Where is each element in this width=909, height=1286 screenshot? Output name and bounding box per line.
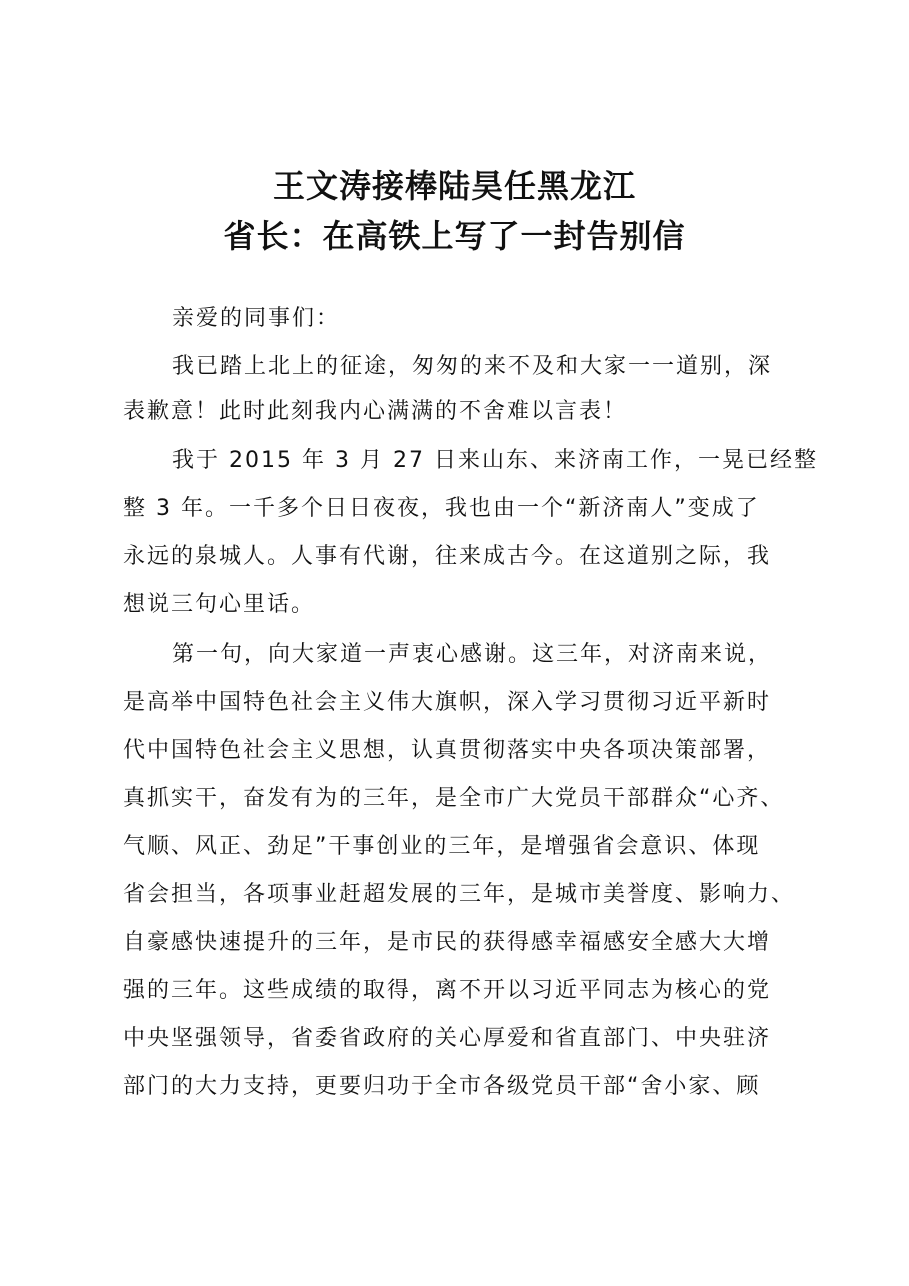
paragraph-1-line-2: 表歉意！此时此刻我内心满满的不舍难以言表！ — [123, 399, 628, 424]
paragraph-3-line-1: 第一句，向大家道一声衷心感谢。这三年，对济南来说， — [172, 642, 773, 667]
paragraph-2-line-4: 想说三句心里话。 — [123, 592, 316, 617]
paragraph-2-line-3: 永远的泉城人。人事有代谢，往来成古今。在这道别之际，我 — [123, 544, 772, 569]
paragraph-3-line-2: 是高举中国特色社会主义伟大旗帜，深入学习贯彻习近平新时 — [123, 690, 772, 715]
paragraph-3-line-6: 省会担当，各项事业赶超发展的三年，是城市美誉度、影响力、 — [123, 882, 796, 907]
document-title-line-2: 省长：在高铁上写了一封告别信 — [223, 217, 686, 255]
paragraph-3-line-10: 部门的大力支持，更要归功于全市各级党员干部“舍小家、顾 — [123, 1074, 761, 1099]
paragraph-3-line-5: 气顺、风正、劲足”干事创业的三年，是增强省会意识、体现 — [123, 834, 761, 859]
paragraph-3-line-4: 真抓实干，奋发有为的三年，是全市广大党员干部群众“心齐、 — [123, 786, 785, 811]
paragraph-3-line-8: 强的三年。这些成绩的取得，离不开以习近平同志为核心的党 — [123, 978, 772, 1003]
salutation: 亲爱的同事们： — [172, 306, 341, 331]
document-title-line-1: 王文涛接棒陆昊任黑龙江 — [272, 167, 636, 205]
paragraph-3-line-9: 中央坚强领导，省委省政府的关心厚爱和省直部门、中央驻济 — [123, 1026, 772, 1051]
paragraph-3-line-7: 自豪感快速提升的三年，是市民的获得感幸福感安全感大大增 — [123, 930, 772, 955]
paragraph-2-line-2: 整 3 年。一千多个日日夜夜，我也由一个“新济南人”变成了 — [123, 496, 760, 521]
paragraph-2-line-1: 我于 2015 年 3 月 27 日来山东、来济南工作，一晃已经整 — [172, 448, 818, 473]
paragraph-1-line-1: 我已踏上北上的征途，匆匆的来不及和大家一一道别，深 — [172, 354, 773, 379]
paragraph-3-line-3: 代中国特色社会主义思想，认真贯彻落实中央各项决策部署， — [123, 738, 772, 763]
